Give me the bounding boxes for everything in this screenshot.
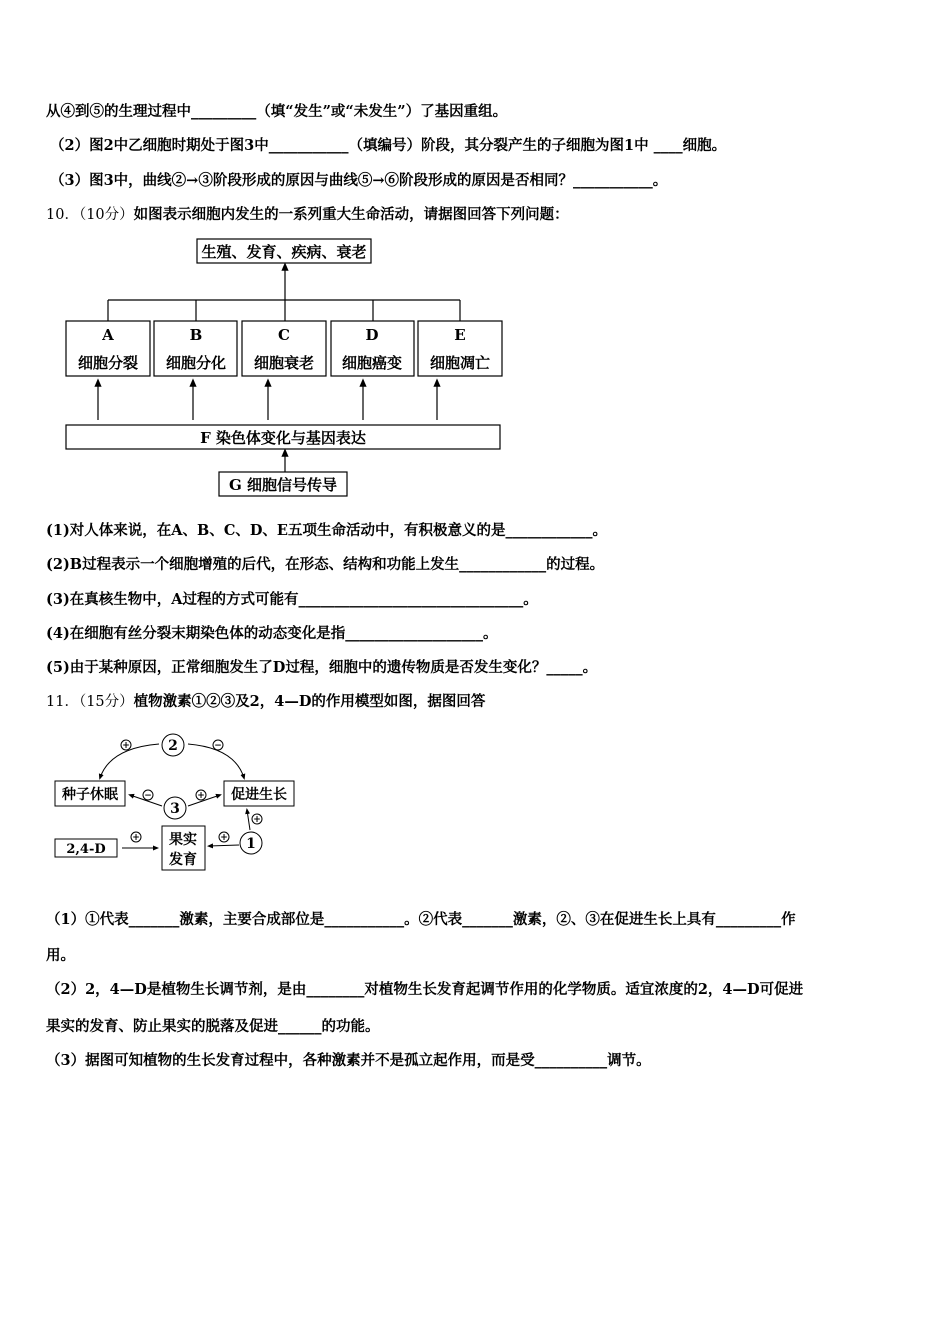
q10-question-3: (3)在真核生物中，A过程的方式可能有_______________________________。 xyxy=(46,591,538,608)
seed-dormancy-box: 种子休眠 xyxy=(62,787,118,803)
box-b-letter: B xyxy=(189,326,203,344)
q11-line-3: （2）2，4—D是植物生长调节剂，是由________对植物生长发育起调节作用的化学物质。适宜浓度的2，4—D可促进 xyxy=(46,981,804,998)
q10-question-2: (2)B过程表示一个细胞增殖的后代，在形态、结构和功能上发生____________的过程。 xyxy=(46,556,605,573)
fruit-label-1: 果实 xyxy=(169,832,197,848)
q11-heading xyxy=(46,692,485,712)
q10-question-1: (1)对人体来说，在A、B、C、D、E五项生命活动中，有积极意义的是____________。 xyxy=(46,522,607,539)
top-box-label: 生殖、发育、疾病、衰老 xyxy=(201,243,367,261)
q11-line-1: （1）①代表_______激素，主要合成部位是___________。②代表_______激素，②、③在促进生长上具有_________作 xyxy=(46,911,796,928)
f-bar-label: F 染色体变化与基因表达 xyxy=(200,429,366,447)
q11-line-4: 果实的发育、防止果实的脱落及促进______的功能。 xyxy=(46,1018,380,1035)
box-a-label: 细胞分裂 xyxy=(77,354,139,372)
hormone-3: 3 xyxy=(170,801,180,817)
hormone-2: 2 xyxy=(168,738,178,754)
fruit-label-2: 发育 xyxy=(169,852,197,868)
box-e-label: 细胞凋亡 xyxy=(429,354,491,372)
q9-sub2: （2）图2中乙细胞时期处于图3中___________（填编号）阶段，其分裂产生的子细胞为图1中 ____细胞。 xyxy=(50,137,727,154)
q11-stem: 植物激素①②③及2，4—D的作用模型如图，据图回答 xyxy=(133,693,486,710)
box-d-label: 细胞癌变 xyxy=(341,354,403,372)
plus-icon: + xyxy=(132,833,140,843)
plus-icon: + xyxy=(253,815,261,825)
24d-box: 2,4-D xyxy=(66,842,106,857)
plus-icon: + xyxy=(122,741,130,751)
minus-icon: − xyxy=(144,791,152,801)
plant-hormone-diagram xyxy=(0,720,320,880)
q11-line-5: （3）据图可知植物的生长发育过程中，各种激素并不是孤立起作用，而是受__________调节。 xyxy=(46,1052,651,1069)
q10-question-4: (4)在细胞有丝分裂末期染色体的动态变化是指___________________。 xyxy=(46,625,498,642)
box-c-label: 细胞衰老 xyxy=(253,354,315,372)
q9-line: 从④到⑤的生理过程中_________（填“发生”或“未发生”）了基因重组。 xyxy=(46,103,508,120)
box-a-letter: A xyxy=(102,326,114,344)
q11-number: 11．（15分） xyxy=(46,694,134,710)
box-c-letter: C xyxy=(278,326,290,344)
cell-life-activities-diagram xyxy=(0,0,950,520)
q10-number: 10．（10分） xyxy=(46,207,134,223)
box-b-label: 细胞分化 xyxy=(165,354,227,372)
q10-question-5: (5)由于某种原因，正常细胞发生了D过程，细胞中的遗传物质是否发生变化？_____。 xyxy=(46,659,598,676)
g-box-label: G 细胞信号传导 xyxy=(228,476,338,494)
promote-growth-box: 促进生长 xyxy=(231,787,287,803)
q9-sub3: （3）图3中，曲线②→③阶段形成的原因与曲线⑤→⑥阶段形成的原因是否相同？___________。 xyxy=(50,172,668,189)
hormone-1: 1 xyxy=(246,836,256,852)
minus-icon: − xyxy=(214,741,222,751)
plus-icon: + xyxy=(197,791,205,801)
box-d-letter: D xyxy=(365,326,379,344)
q10-stem: 如图表示细胞内发生的一系列重大生命活动，请据图回答下列问题： xyxy=(133,206,569,223)
plus-icon: + xyxy=(220,833,228,843)
box-e-letter: E xyxy=(454,326,466,344)
q11-line-2: 用。 xyxy=(46,947,75,964)
